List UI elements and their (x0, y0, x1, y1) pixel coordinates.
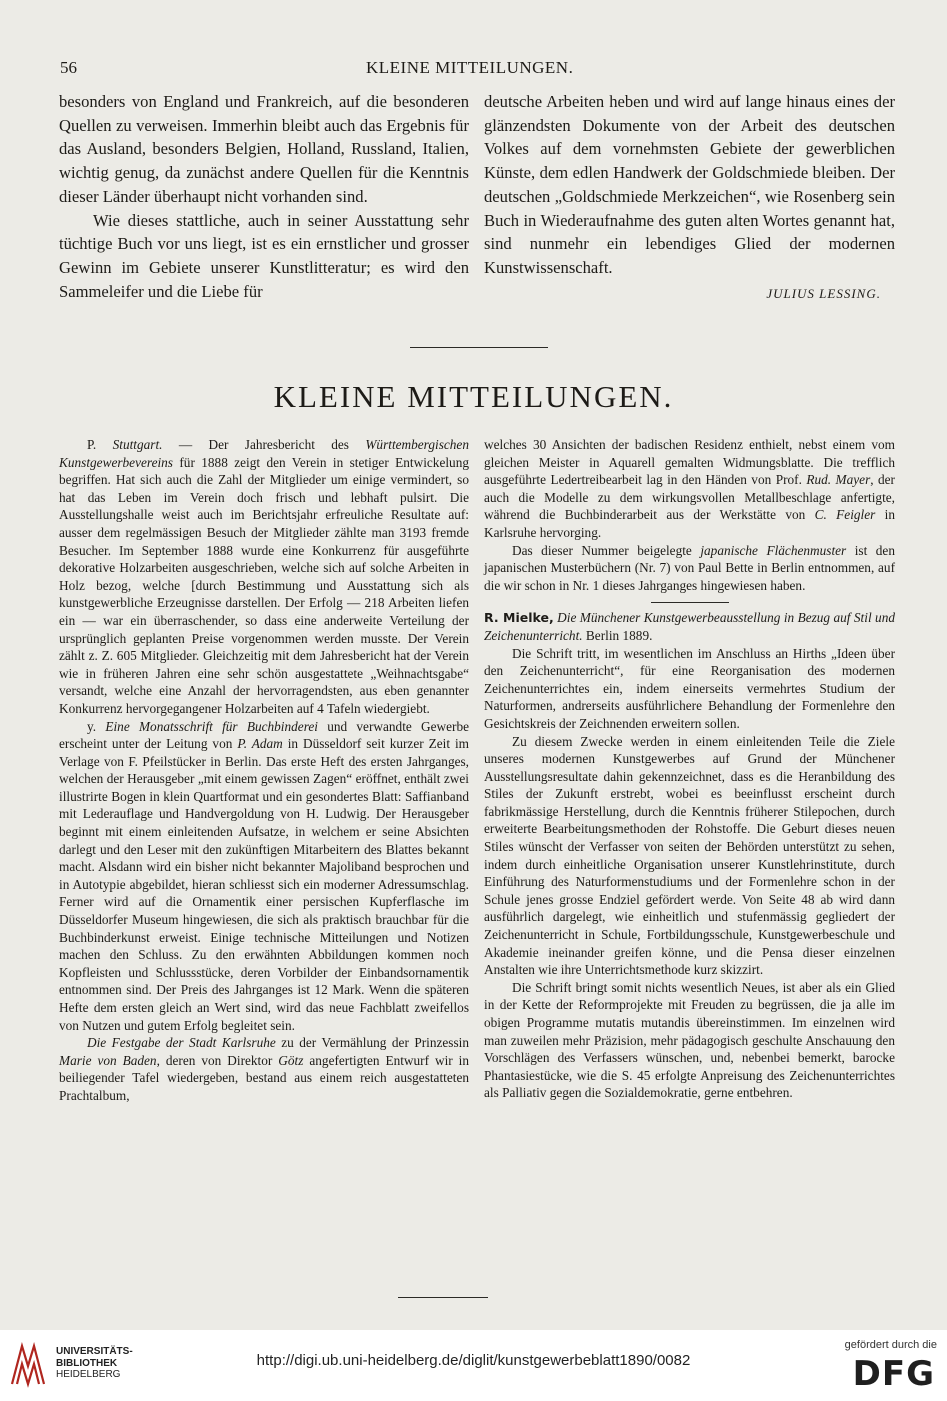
funded-by-label: gefördert durch die (844, 1339, 937, 1351)
section-title: KLEINE MITTEILUNGEN. (273, 379, 674, 414)
page-number: 56 (60, 58, 77, 77)
paragraph: Zu diesem Zwecke werden in einem einleitenden Teile die Ziele unseres modernen Kunstgewerbes auf Grund der Münchener Ausstellungsresultate dahin gekennzeichnet, dass es die Heranbildung des Stiles der Zukunft erstrebt, wobei es beeinflusst erscheint durch fabrikmässige Herstellung, durch die Kenntnis früherer Stilepochen, durch erweiterte Bearbeitungsmethoden der Rohstoffe. Die Geburt dieses neuen Stiles wünscht der Verfasser von seiten der Behörden unterstützt zu sehen, indem durch einheitliche Organisation unserer Kunstlehrinstitute, durch Einführung des Naturformenstudiums und der Formenlehre schon in der Schule jenes grosse Endziel gefördert werde. Von Seite 48 ab wird dann ausführlich dargelegt, wie einheitlich und stufenmässig gegliedert der Zeichenunterricht in Schule, Fortbildungsschule, Kunstgewerbeschule und Akademie ineinander greifen könne, und die Pensa dieser einzelnen Anstalten wie ihre Unterrichtsmethode kurz skizzirt. (484, 733, 895, 978)
paragraph: welches 30 Ansichten der badischen Residenz enthielt, nebst einem vom gleichen Meister in Aquarell gemalten Widmungsblatte. Die trefflich ausgeführte Ledertreibearbeit lag in den Händen von Prof. Rud. Mayer, der auch die Modelle zu dem wirkungsvollen Metallbeschlage anfertigte, während die Buchbinderarbeit aus der Werkstätte von C. Feigler in Karlsruhe hervorging. (484, 437, 895, 540)
paragraph: Die Schrift bringt somit nichts wesentlich Neues, ist aber als ein Glied in der Kette der Reformprojekte mit Freuden zu begrüssen, die ja alle im obigen Programme mutatis mutandis übereinstimmen. Im einzelnen wird man zuweilen mehr Präzision, mehr pädagogisch geschulte Anschauung den Vorschlägen des Verfassers wünschen, und, nebenbei bemerkt, barocke Phantasiestücke, wie die S. 45 erfolgte Anpreisung des Zeichenunterrichtes als Palliativ gegen die Sozialdemokratie, gerne entbehren. (484, 979, 895, 1101)
library-name: UNIVERSITÄTS- BIBLIOTHEK HEIDELBERG (56, 1346, 133, 1380)
article-karlsruhe: Die Festgabe der Stadt Karlsruhe zu der Vermählung der Prinzessin Marie von Baden, deren von Direktor Götz angefertigten Entwurf wir in beiliegender Tafel wiedergeben, bestand aus einem reich ausgestatteten Prachtalbum, (59, 1035, 470, 1103)
end-divider (398, 1297, 488, 1298)
footer-bar (0, 1330, 947, 1401)
upper-right-column (484, 90, 895, 305)
running-title: KLEINE MITTEILUNGEN. (366, 58, 574, 77)
upper-left-column (59, 90, 469, 303)
article-divider (651, 602, 729, 603)
paragraph: deutsche Arbeiten heben und wird auf lange hinaus eines der glänzendsten Dokumente von der Arbeit des deutschen Volkes auf dem vornehmsten Gebiete der gewerblichen Künste, dem edlen Handwerk der Goldschmiede bleiben. Der deutschen „Goldschmiede Merkzeichen“, wie Rosenberg sein Buch in Wiederaufnahme des guten alten Wortes genannt hat, sind nunmehr ein lebendiges Glied der modernen Kunstwissenschaft. (484, 92, 895, 277)
source-url[interactable]: http://digi.ub.uni-heidelberg.de/diglit/kunstgewerbeblatt1890/0082 (256, 1352, 691, 1369)
paragraph: besonders von England und Frankreich, auf die besonderen Quellen zu verweisen. Immerhin bleibt auch das Ergebnis für das Ausland, besonders Belgien, Holland, Russland, Italien, wichtig genug, da zunächst andere Quellen für die Kenntnis dieser Länder überhaupt nicht vorhanden sind. (59, 92, 469, 206)
paragraph: Die Schrift tritt, im wesentlichen im Anschluss an Hirths „Ideen über den Zeichenunterricht“, für eine Reorganisation des modernen Zeichenunterrichtes ein, indem einerseits vermehrtes Studium der Naturformen, andrerseits ausführlichere Behandlung der Formenlehre den Gesichtskreis der Zeichnenden erweitern sollen. (484, 645, 895, 731)
paragraph: Wie dieses stattliche, auch in seiner Ausstattung sehr tüchtige Buch vor uns liegt, ist es ein ernstlicher und grosser Gewinn im Gebiete unserer Kunstlitteratur; es wird den Sammeleifer und die Liebe für (59, 210, 469, 301)
paragraph: Das dieser Nummer beigelegte japanische Flächenmuster ist den japanischen Musterbüchern (Nr. 7) von Paul Bette in Berlin entnommen, auf die wir schon in Nr. 1 dieses Jahrganges hingewiesen haben. (484, 542, 895, 593)
article-stuttgart: P. Stuttgart. — Der Jahresbericht des Württembergischen Kunstgewerbevereins für 1888 zeigt den Verein in stetiger Entwickelung begriffen. Hat sich auch die Zahl der Mitglieder um einige vermindert, so hat das Leben im Verein doch frisch und lebhaft pulsirt. Die Ausstellungshalle weist auch im Berichtsjahr erfreuliche Resultate auf: ausser dem regelmässigen Besuch der Mitglieder zählte man 3193 fremde Besucher. Im September 1888 wurde eine Konkurrenz für ausgeführte dekorative Holzarbeiten ausgeschrieben, welche sich auf solche Arbeiten in Holz bezog, welche [durch Bestimmung und Ausstattung sich als kunstgewerbliche Erzeugnisse darstellen. Der Erfolg — 218 Arbeiten liefen ein — war ein überraschender, so dass eine anderweite Verteilung der ursprünglich geplanten Preise vorgenommen werden musste. Der Verein zählt z. Z. 605 Mitglieder. Gleichzeitig mit dem Jahresbericht hat der Verein wie in früheren Jahren eine sehr schön ausgestattete „Weihnachtsgabe“ versandt, welche eine Anzahl der hervorragendsten, aus eben genannter Konkurrenz hervorgegangener Holzarbeiten auf 4 Tafeln wiedergiebt. (59, 437, 469, 716)
article-buchbinderei: y. Eine Monatsschrift für Buchbinderei und verwandte Gewerbe erscheint unter der Leitung von P. Adam in Düsseldorf seit kurzer Zeit im Verlage von F. Pfeilstücker in Berlin. Das erste Heft des ersten Jahrganges, welchen der Herausgeber „mit einem gewissen Zagen“ eröffnet, enthält zwei illustrirte Bogen in klein Quartformat und ein gesondertes Blatt: Saffianband mit Lederauflage und Handvergoldung von H. Ludwig. Der Herausgeber beginnt mit einem einleitenden Aufsatze, in welchem er seine Absichten darlegt und den Leser mit den zukünftigen Mitarbeitern des Blattes bekannt macht. Alsdann wird ein bisher nicht bekannter Majoliband besprochen und in Autotypie abgebildet, hieran schliesst sich ein moderner Adressumschlag. Ferner wird auf die Ornamentik einer persischen Kupferflasche im Düsseldorfer Museum hingewiesen, die sich als praktisch brauchbar für die Buchbinderkunst erweist. Einige technische Mitteilungen und Notizen machen den Schluss. Zu den erwähnten Abbildungen kommen noch Kopfleisten und Schlussstücke, deren Vorbilder der Einbandsornamentik entnommen sind. Der Preis des Jahrganges ist 12 Mark. Wenn die späteren Hefte dem ersten gleich an Wert sind, wird das neue Fachblatt zweifellos von Nutzen und gutem Erfolg begleitet sein. (59, 718, 470, 1033)
lower-right-column (484, 436, 895, 1102)
section-divider (410, 347, 548, 348)
review-heading: R. Mielke, Die Münchener Kunstgewerbeausstellung in Bezug auf Stil und Zeichenunterricht. Berlin 1889. (484, 610, 895, 643)
author-signature: JULIUS LESSING. (766, 285, 881, 301)
funder-logo: DFG (852, 1354, 935, 1394)
lower-left-column (59, 436, 469, 1105)
